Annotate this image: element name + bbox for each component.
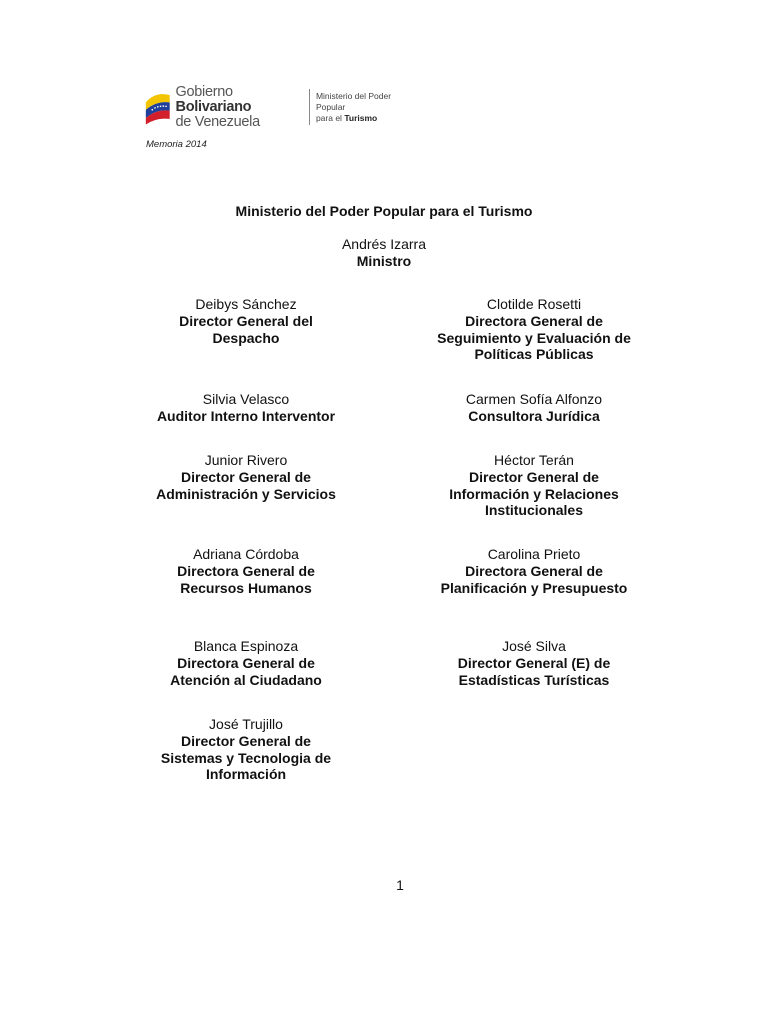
official-role-line: Director General de: [181, 468, 311, 485]
official-role-line: Director General (E) de: [457, 654, 611, 671]
official-entry: [412, 452, 656, 519]
official-role-line: Auditor Interno Interventor: [156, 407, 336, 424]
official-name: Héctor Terán: [494, 452, 574, 468]
official-role-line: Despacho: [212, 329, 280, 346]
official-name: Carolina Prieto: [487, 546, 581, 562]
official-entry: [124, 296, 368, 346]
official-name: Adriana Córdoba: [193, 546, 299, 562]
official-name: Junior Rivero: [204, 452, 288, 468]
official-name: Blanca Espinoza: [193, 638, 299, 654]
official-role-line: Sistemas y Tecnologia de: [160, 749, 332, 766]
official-entry: [412, 391, 656, 425]
logo-line1-light: Gobierno: [175, 83, 233, 100]
official-role-line: Directora General de: [465, 312, 603, 329]
minister-name: Andrés Izarra: [341, 236, 427, 252]
logo-line2: de Venezuela: [175, 113, 260, 130]
minister-block: [0, 236, 768, 270]
ministry-line2-prefix: para el: [315, 112, 345, 123]
official-name: José Silva: [502, 638, 566, 654]
logo-line1-bold: Bolivariano: [175, 98, 252, 115]
official-role-line: Recursos Humanos: [180, 579, 312, 596]
official-role-line: Administración y Servicios: [156, 485, 336, 502]
ministry-name: [316, 91, 414, 124]
official-entry: [412, 296, 656, 363]
official-role-line: Director General de: [181, 732, 311, 749]
official-role-line: Directora General de: [465, 562, 603, 579]
official-entry: [412, 546, 656, 596]
venezuela-flag-icon: [144, 88, 172, 126]
ministry-line2-bold: Turismo: [344, 112, 378, 123]
official-entry: [412, 638, 656, 688]
official-role-line: Institucionales: [484, 502, 584, 519]
official-role-line: Planificación y Presupuesto: [440, 579, 628, 596]
official-role-line: Director General de: [469, 468, 599, 485]
official-entry: [124, 716, 368, 783]
official-role-line: Seguimiento y Evaluación de: [437, 329, 631, 346]
page-number: 1: [396, 877, 404, 893]
official-name: Silvia Velasco: [202, 391, 290, 407]
official-name: Carmen Sofía Alfonzo: [465, 391, 603, 407]
ministry-line1: Ministerio del Poder Popular: [315, 90, 392, 112]
official-role-line: Atención al Ciudadano: [170, 671, 322, 688]
official-entry: [124, 546, 368, 596]
official-name: Clotilde Rosetti: [486, 296, 582, 312]
memoria-label: Memoria 2014: [146, 139, 207, 150]
government-logo: [144, 84, 414, 130]
official-role-line: Información y Relaciones: [449, 485, 619, 502]
official-entry: [124, 638, 368, 688]
official-role-line: Directora General de: [177, 654, 315, 671]
official-role-line: Políticas Públicas: [474, 346, 594, 363]
official-role-line: Consultora Jurídica: [468, 407, 600, 424]
minister-role: Ministro: [356, 253, 412, 269]
official-role-line: Estadísticas Turísticas: [458, 671, 610, 688]
official-role-line: Directora General de: [177, 562, 315, 579]
official-role-line: Director General del: [179, 312, 313, 329]
official-role-line: Información: [205, 766, 287, 783]
official-name: Deibys Sánchez: [195, 296, 297, 312]
official-entry: [124, 391, 368, 425]
official-name: José Trujillo: [209, 716, 283, 732]
page-title: Ministerio del Poder Popular para el Turismo: [235, 203, 533, 219]
official-entry: [124, 452, 368, 502]
logo-divider: [309, 89, 310, 125]
government-name: [176, 85, 301, 130]
